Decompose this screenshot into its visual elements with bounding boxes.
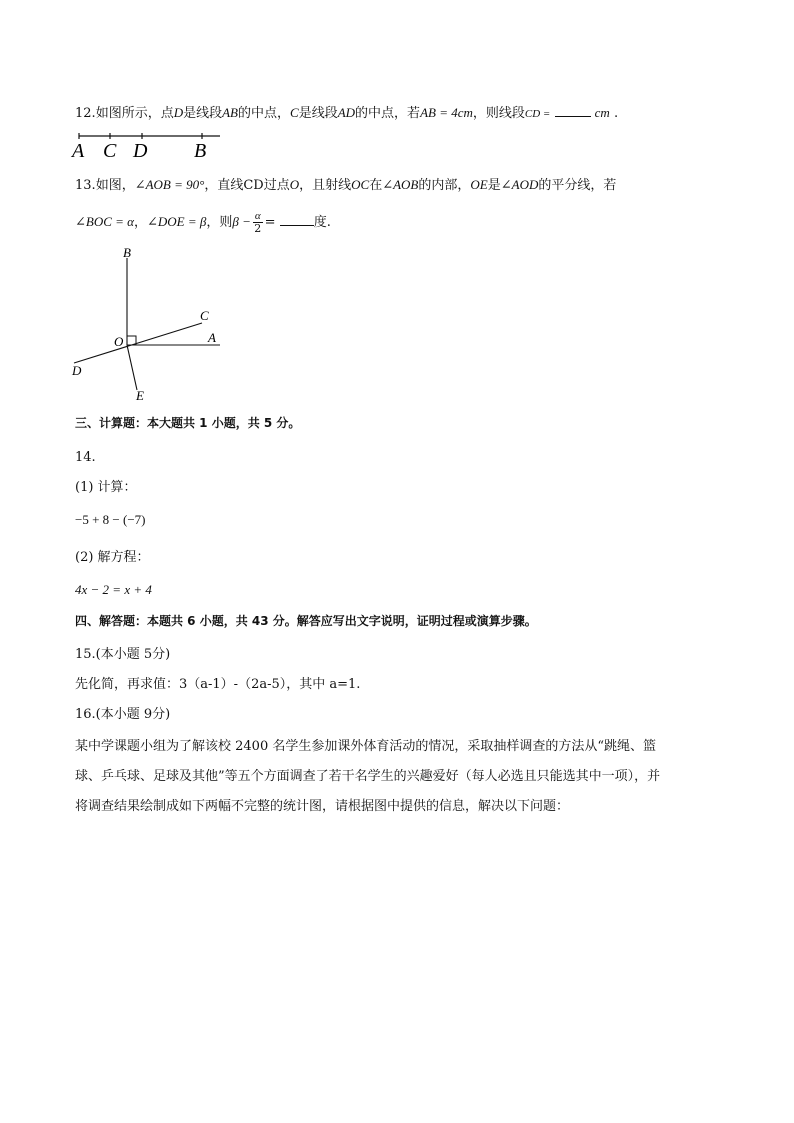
point-label-a: A <box>72 140 85 162</box>
question-13: 13.如图，∠AOB = 90°，直线CD过点O，且射线OC在∠AOB的内部，OE是∠AOD的平分线，若 <box>75 177 617 193</box>
fraction: $\frac{\alpha}{2}$ <box>254 210 262 235</box>
point-label-c: C <box>200 308 209 323</box>
question-number: 13. <box>75 178 96 193</box>
segment-figure <box>70 130 220 162</box>
answer-blank[interactable] <box>280 213 314 226</box>
paragraph-line: 某中学课题小组为了解该校 2400 名学生参加课外体育活动的情况，采取抽样调查的方法从“跳绳、篮 <box>75 739 656 754</box>
paragraph-line: 球、乒乓球、足球及其他”等五个方面调查了若干名学生的兴趣爱好（每人必选且只能选其中一项），并 <box>75 769 661 784</box>
point-label-c: C <box>103 140 117 162</box>
point-label-e: E <box>136 388 144 403</box>
point-label-d: D <box>72 363 82 378</box>
point-label-b: B <box>194 140 207 162</box>
expression-1: −5 + 8 − (−7) <box>75 512 146 527</box>
point-label-a: A <box>208 330 216 345</box>
point-label-d: D <box>133 140 148 162</box>
question-14-number: 14. <box>75 450 96 465</box>
question-14-part-1: (1) 计算： <box>75 480 137 495</box>
question-14-part-2: (2) 解方程： <box>75 550 150 565</box>
point-label-b: B <box>123 245 131 260</box>
question-15-header: 15.(本小题 5分) <box>75 647 171 662</box>
section-3-heading: 三、计算题：本大题共 1 小题，共 5 分。 <box>75 416 301 430</box>
point-label-o: O <box>114 334 124 349</box>
question-12: 12.如图所示，点D是线段AB的中点，C是线段AD的中点，若AB = 4cm，则线段CD = cm . <box>75 105 619 121</box>
equation-2: 4x − 2 = x + 4 <box>75 582 152 597</box>
question-16-header: 16.(本小题 9分) <box>75 707 171 722</box>
question-15-text: 先化简，再求值：3（a-1）-（2a-5），其中 a=1. <box>75 677 361 692</box>
paragraph-line: 将调查结果绘制成如下两幅不完整的统计图，请根据图中提供的信息，解决以下问题： <box>75 799 570 814</box>
question-16-body <box>75 732 725 822</box>
section-4-heading: 四、解答题：本题共 6 小题，共 43 分。解答应写出文字说明，证明过程或演算步骤。 <box>75 614 537 628</box>
answer-blank[interactable] <box>555 104 591 117</box>
question-number: 12. <box>75 106 96 121</box>
question-13-line-2: ∠BOC = α，∠DOE = β，则β − $\frac{\alpha}{2}$ = 度. <box>75 210 331 235</box>
angle-figure <box>60 240 240 410</box>
